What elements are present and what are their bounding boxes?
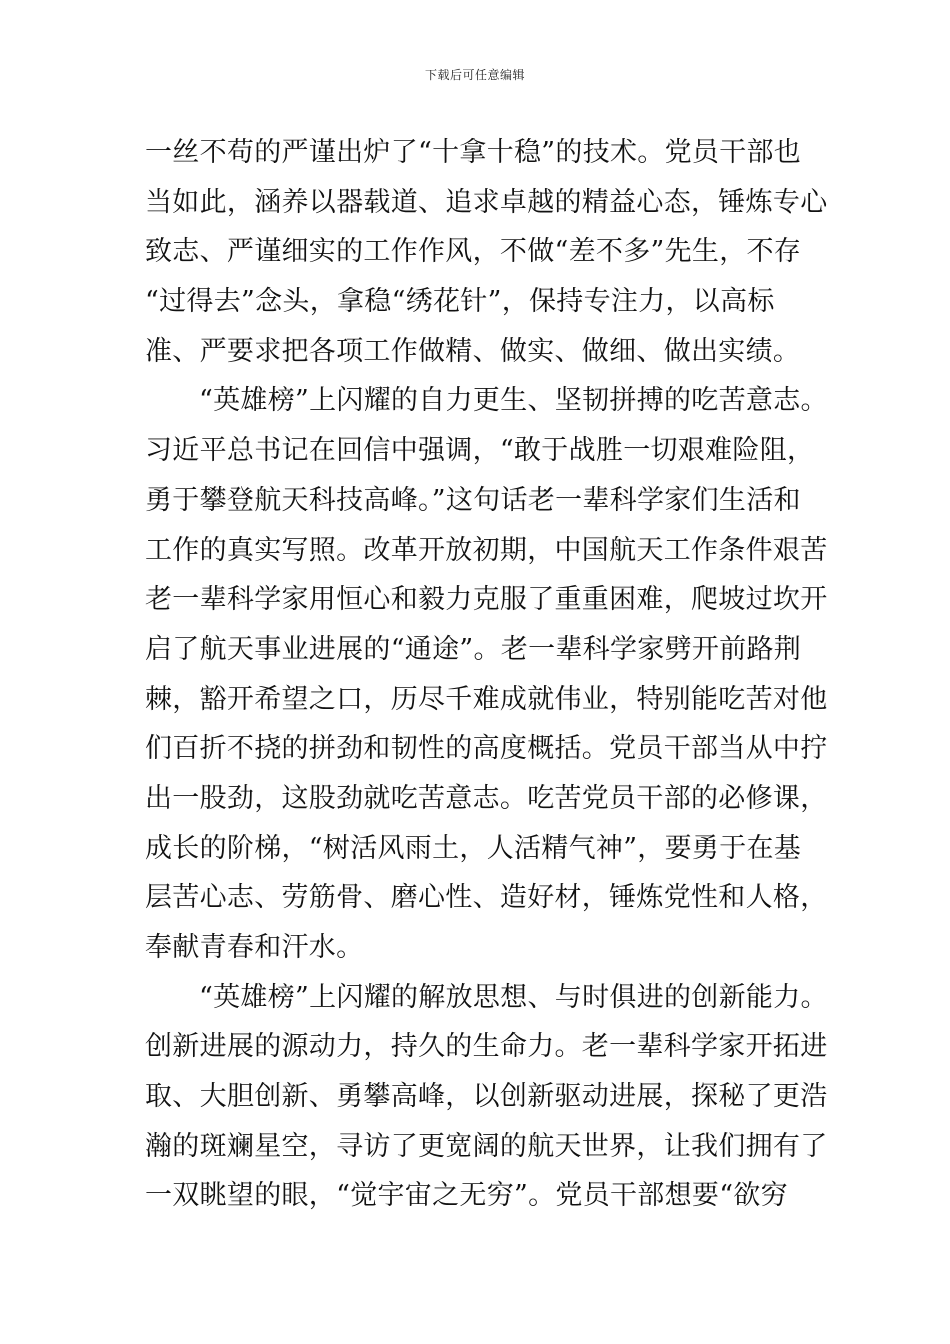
- text-line: 奉献青春和汗水。: [145, 932, 364, 963]
- text-line: 棘，豁开希望之口，历尽千难成就伟业，特别能吃苦对他: [145, 683, 828, 715]
- text-line: 一双眺望的眼，“觉宇宙之无穷”。党员干部想要“欲穷: [145, 1180, 788, 1212]
- text-line: 成长的阶梯，“树活风雨土，人活精气神”，要勇于在基: [145, 832, 802, 864]
- text-line: 创新进展的源动力，持久的生命力。老一辈科学家开拓进: [145, 1031, 828, 1063]
- paragraph-first-line: “英雄榜”上闪耀的自力更生、坚韧拼搏的吃苦意志。: [199, 385, 828, 417]
- text-line: 工作的真实写照。改革开放初期，中国航天工作条件艰苦: [145, 534, 828, 566]
- text-line: 准、严要求把各项工作做精、做实、做细、做出实绩。: [145, 335, 801, 367]
- text-line: 老一辈科学家用恒心和毅力克服了重重困难，爬坡过坎开: [145, 584, 828, 616]
- text-line: 瀚的斑斓星空，寻访了更宽阔的航天世界，让我们拥有了: [145, 1130, 828, 1162]
- text-line: 勇于攀登航天科技高峰。”这句话老一辈科学家们生活和: [145, 484, 801, 516]
- text-line: 们百折不挠的拼劲和韧性的高度概括。党员干部当从中拧: [145, 733, 828, 765]
- paragraph-first-line: “英雄榜”上闪耀的解放思想、与时俱进的创新能力。: [199, 981, 828, 1013]
- text-line: “过得去”念头，拿稳“绣花针”，保持专注力，以高标: [145, 286, 775, 318]
- text-line: 一丝不苟的严谨出炉了“十拿十稳”的技术。党员干部也: [145, 137, 802, 168]
- document-body: [145, 128, 845, 1221]
- text-line: 习近平总书记在回信中强调，“敢于战胜一切艰难险阻，: [145, 435, 815, 467]
- page-header: 下载后可任意编辑: [424, 68, 525, 82]
- text-line: 致志、严谨细实的工作作风，不做“差不多”先生，不存: [145, 236, 802, 268]
- text-line: 层苦心志、劳筋骨、磨心性、造好材，锤炼党性和人格，: [145, 882, 828, 914]
- text-line: 出一股劲，这股劲就吃苦意志。吃苦党员干部的必修课，: [145, 782, 828, 814]
- text-line: 启了航天事业进展的“通途”。老一辈科学家劈开前路荆: [145, 633, 802, 665]
- text-line: 取、大胆创新、勇攀高峰，以创新驱动进展，探秘了更浩: [145, 1081, 828, 1113]
- text-line: 当如此，涵养以器载道、追求卓越的精益心态，锤炼专心: [145, 186, 828, 218]
